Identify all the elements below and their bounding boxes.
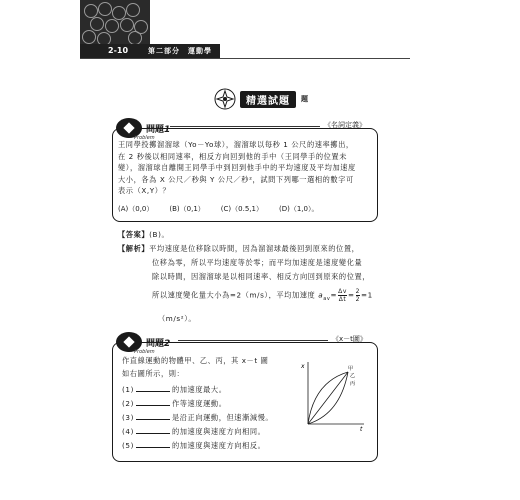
explain-line: 位移為零，所以平均速度等於零；而平均加速度是速度變化量 xyxy=(152,258,363,267)
answer-line xyxy=(118,228,388,242)
problem-1-prefix: 問題 xyxy=(146,124,165,135)
formula-line: 所以速度變化量大小為=2（m/s），平均加速度 $a_{av}=$ $\frac{\Delta v}{\Delta t}$ = $\frac{2}{2}$ =1 xyxy=(152,288,373,303)
graph-label-x: x xyxy=(301,363,305,370)
explain-line xyxy=(118,242,388,256)
answer-block xyxy=(118,228,388,326)
fraction-2-2: $\frac{2}{2}$ xyxy=(355,288,361,303)
formula-a: a xyxy=(318,290,324,300)
problem-2-number: 2 xyxy=(164,338,171,349)
problem-2-label xyxy=(116,332,171,355)
problem-2-item: (4) 的加速度與速度方向相同。 xyxy=(122,427,266,436)
option-d[interactable]: (D)（1,0）。 xyxy=(278,205,319,213)
problem-2-item: (5) 的加速度與速度方向相反。 xyxy=(122,441,266,450)
answer-blank[interactable] xyxy=(136,447,170,448)
answer-blank[interactable] xyxy=(136,419,170,420)
answer-label: 【答案】 xyxy=(118,230,150,239)
x-t-graph xyxy=(300,358,368,432)
graph-label-bing: 丙 xyxy=(350,381,356,387)
option-b[interactable]: (B)（0,1） xyxy=(169,205,205,213)
section-suffix: 題 xyxy=(301,95,308,103)
problem-2-prefix: 問題 xyxy=(146,338,165,349)
fraction-dv-dt: $\frac{\Delta v}{\Delta t}$ xyxy=(338,288,347,303)
problem-1-label xyxy=(116,118,171,141)
graph-label-jia: 甲 xyxy=(348,366,354,372)
formula-text: 所以速度變化量大小為=2（m/s），平均加速度 xyxy=(152,290,316,300)
problem-line: 變），溜溜球自離開王同學手中到回到他手中的平均速度及平均加速度 xyxy=(118,163,356,172)
answer-value: (B)。 xyxy=(149,230,170,239)
page-number: 2-10 xyxy=(108,46,129,55)
graph-label-t: t xyxy=(360,426,363,432)
problem-line: 大小，各為 X 公尺／秒與 Y 公尺／秒²，試問下列哪一選相的數字可 xyxy=(118,174,354,184)
graph-label-yi: 乙 xyxy=(350,373,356,379)
problem-1-options xyxy=(118,204,318,214)
problem-2-item: (2) 作等速度運動。 xyxy=(122,399,227,408)
problem-1-tag: 《名詞定義》 xyxy=(324,121,366,129)
answer-blank[interactable] xyxy=(136,433,170,434)
problem-line: 表示（X,Y）？ xyxy=(118,186,171,195)
section-label: 精選試題 xyxy=(240,91,296,108)
curve-yi xyxy=(308,372,348,424)
explain-line: 除以時間，因溜溜球是以相同速率、相反方向回到原來的位置， xyxy=(152,272,371,281)
formula-unit: （m/s²）。 xyxy=(158,313,197,323)
problem-2-intro: 如右圖所示，則： xyxy=(122,369,185,378)
header-rule xyxy=(80,58,410,59)
problem-line: 在 2 秒後以相同速率，相反方向回到他的手中（王同學手的位置未 xyxy=(118,151,347,161)
option-a[interactable]: (A)（0,0） xyxy=(118,205,154,213)
problem-2-tag: 《x－t圖》 xyxy=(332,335,367,343)
answer-blank[interactable] xyxy=(136,391,170,392)
problem-1-text xyxy=(118,139,374,197)
formula-result: =1 xyxy=(361,290,373,300)
problem-line: 王同學投擲溜溜球（Yo－Yo球），溜溜球以每秒 1 公尺的速率擲出， xyxy=(118,140,354,149)
problem-2-item: (1) 的加速度最大。 xyxy=(122,385,227,394)
answer-blank[interactable] xyxy=(136,405,170,406)
problem-1-sublabel: Problem xyxy=(134,135,155,141)
problem-2-intro: 作直線運動的物體甲、乙、丙，其 x－t 圖 xyxy=(122,356,269,365)
section-title xyxy=(214,88,308,110)
explain-label: 【解析】 xyxy=(118,244,150,253)
problem-1-number: 1 xyxy=(164,124,171,135)
problem-2-item: (3) 是沿正向運動，但速漸減慢。 xyxy=(122,413,274,422)
explain-text: 平均速度是位移除以時間，因為溜溜球最後回到原來的位置， xyxy=(149,244,360,253)
part-title: 第二部分 運動學 xyxy=(148,47,212,55)
lily-icon xyxy=(214,88,236,110)
problem-2-sublabel: Problem xyxy=(134,349,155,355)
formula-sub: av xyxy=(323,295,331,302)
option-c[interactable]: (C)（0.5,1） xyxy=(220,205,263,213)
